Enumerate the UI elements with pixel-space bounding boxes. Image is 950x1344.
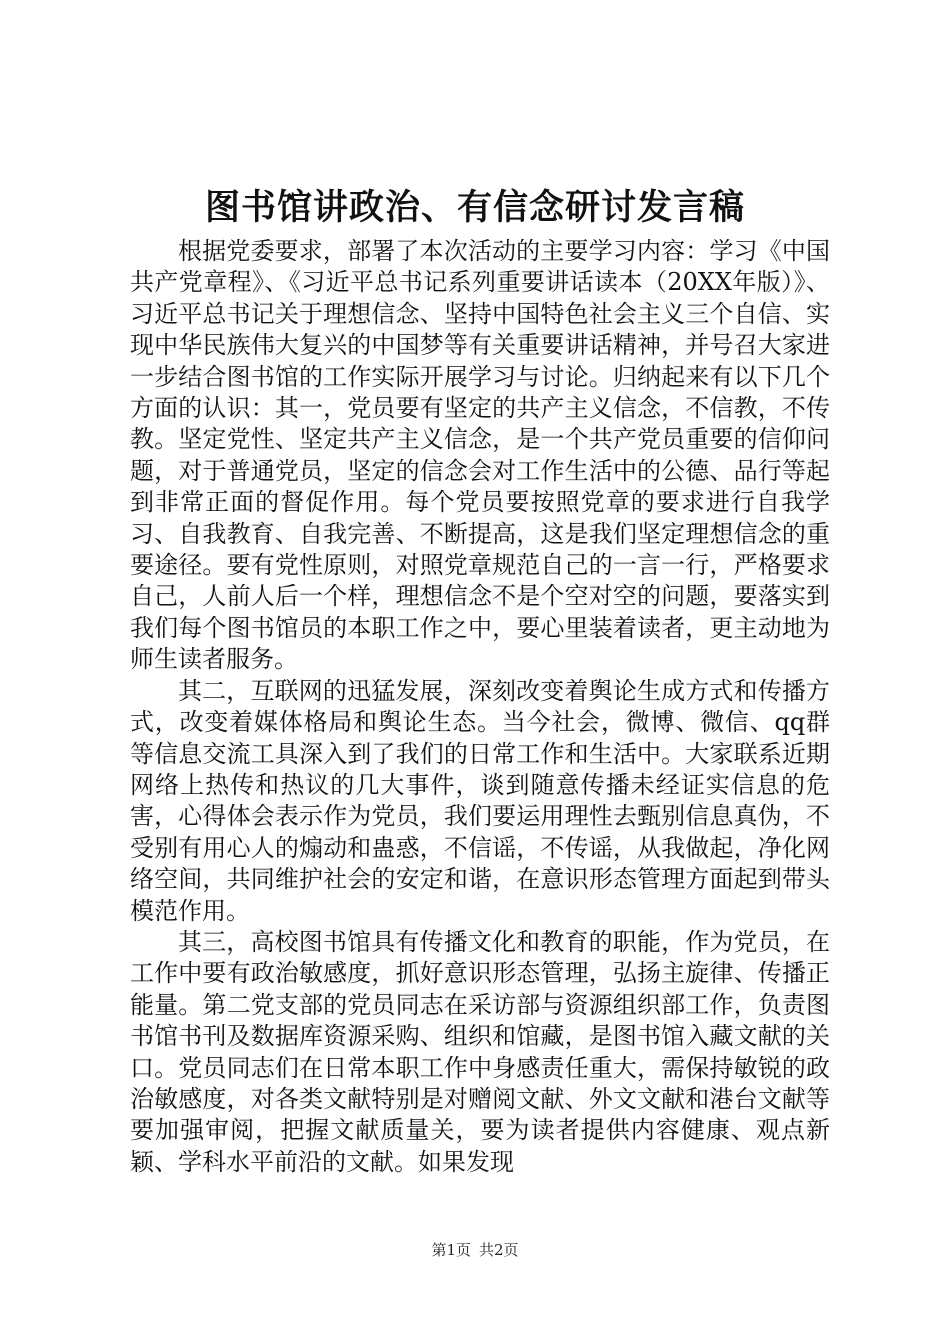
page-footer (0, 1240, 950, 1260)
paragraph-1: 根据党委要求，部署了本次活动的主要学习内容：学习《中国共产党章程》、《习近平总书记系列重要讲话读本（20XX年版）》、习近平总书记关于理想信念、坚持中国特色社会主义三个自信、实现中华民族伟大复兴的中国梦等有关重要讲话精神，并号召大家进一步结合图书馆的工作实际开展学习与讨论。归纳起来有以下几个方面的认识：其一，党员要有坚定的共产主义信念，不信教，不传教。坚定党性、坚定共产主义信念，是一个共产党员重要的信仰问题，对于普通党员，坚定的信念会对工作生活中的公德、品行等起到非常正面的督促作用。每个党员要按照党章的要求进行自我学习、自我教育、自我完善、不断提高，这是我们坚定理想信念的重要途径。要有党性原则，对照党章规范自己的一言一行，严格要求自己，人前人后一个样，理想信念不是个空对空的问题，要落实到我们每个图书馆员的本职工作之中，要心里装着读者，更主动地为师生读者服务。 (130, 237, 830, 674)
document-title: 图书馆讲政治、有信念研讨发言稿 (204, 188, 745, 228)
page-number-total: 共2页 (479, 1241, 519, 1259)
paragraph-2: 其二，互联网的迅猛发展，深刻改变着舆论生成方式和传播方式，改变着媒体格局和舆论生态。当今社会，微博、微信、qq群等信息交流工具深入到了我们的日常工作和生活中。大家联系近期网络上热传和热议的几大事件，谈到随意传播未经证实信息的危害，心得体会表示作为党员，我们要运用理性去甄别信息真伪，不受别有用心人的煽动和蛊惑，不信谣，不传谣，从我做起，净化网络空间，共同维护社会的安定和谐，在意识形态管理方面起到带头模范作用。 (130, 676, 830, 925)
paragraph-3: 其三，高校图书馆具有传播文化和教育的职能，作为党员，在工作中要有政治敏感度，抓好意识形态管理，弘扬主旋律、传播正能量。第二党支部的党员同志在采访部与资源组织部工作，负责图书馆书刊及数据库资源采购、组织和馆藏，是图书馆入藏文献的关口。党员同志们在日常本职工作中身感责任重大，需保持敏锐的政治敏感度，对各类文献特别是对赠阅文献、外文文献和港台文献等要加强审阅，把握文献质量关，要为读者提供内容健康、观点新颖、学科水平前沿的文献。如果发现 (130, 927, 830, 1176)
document-body (130, 236, 830, 1178)
page-number-current: 第1页 (431, 1241, 471, 1259)
